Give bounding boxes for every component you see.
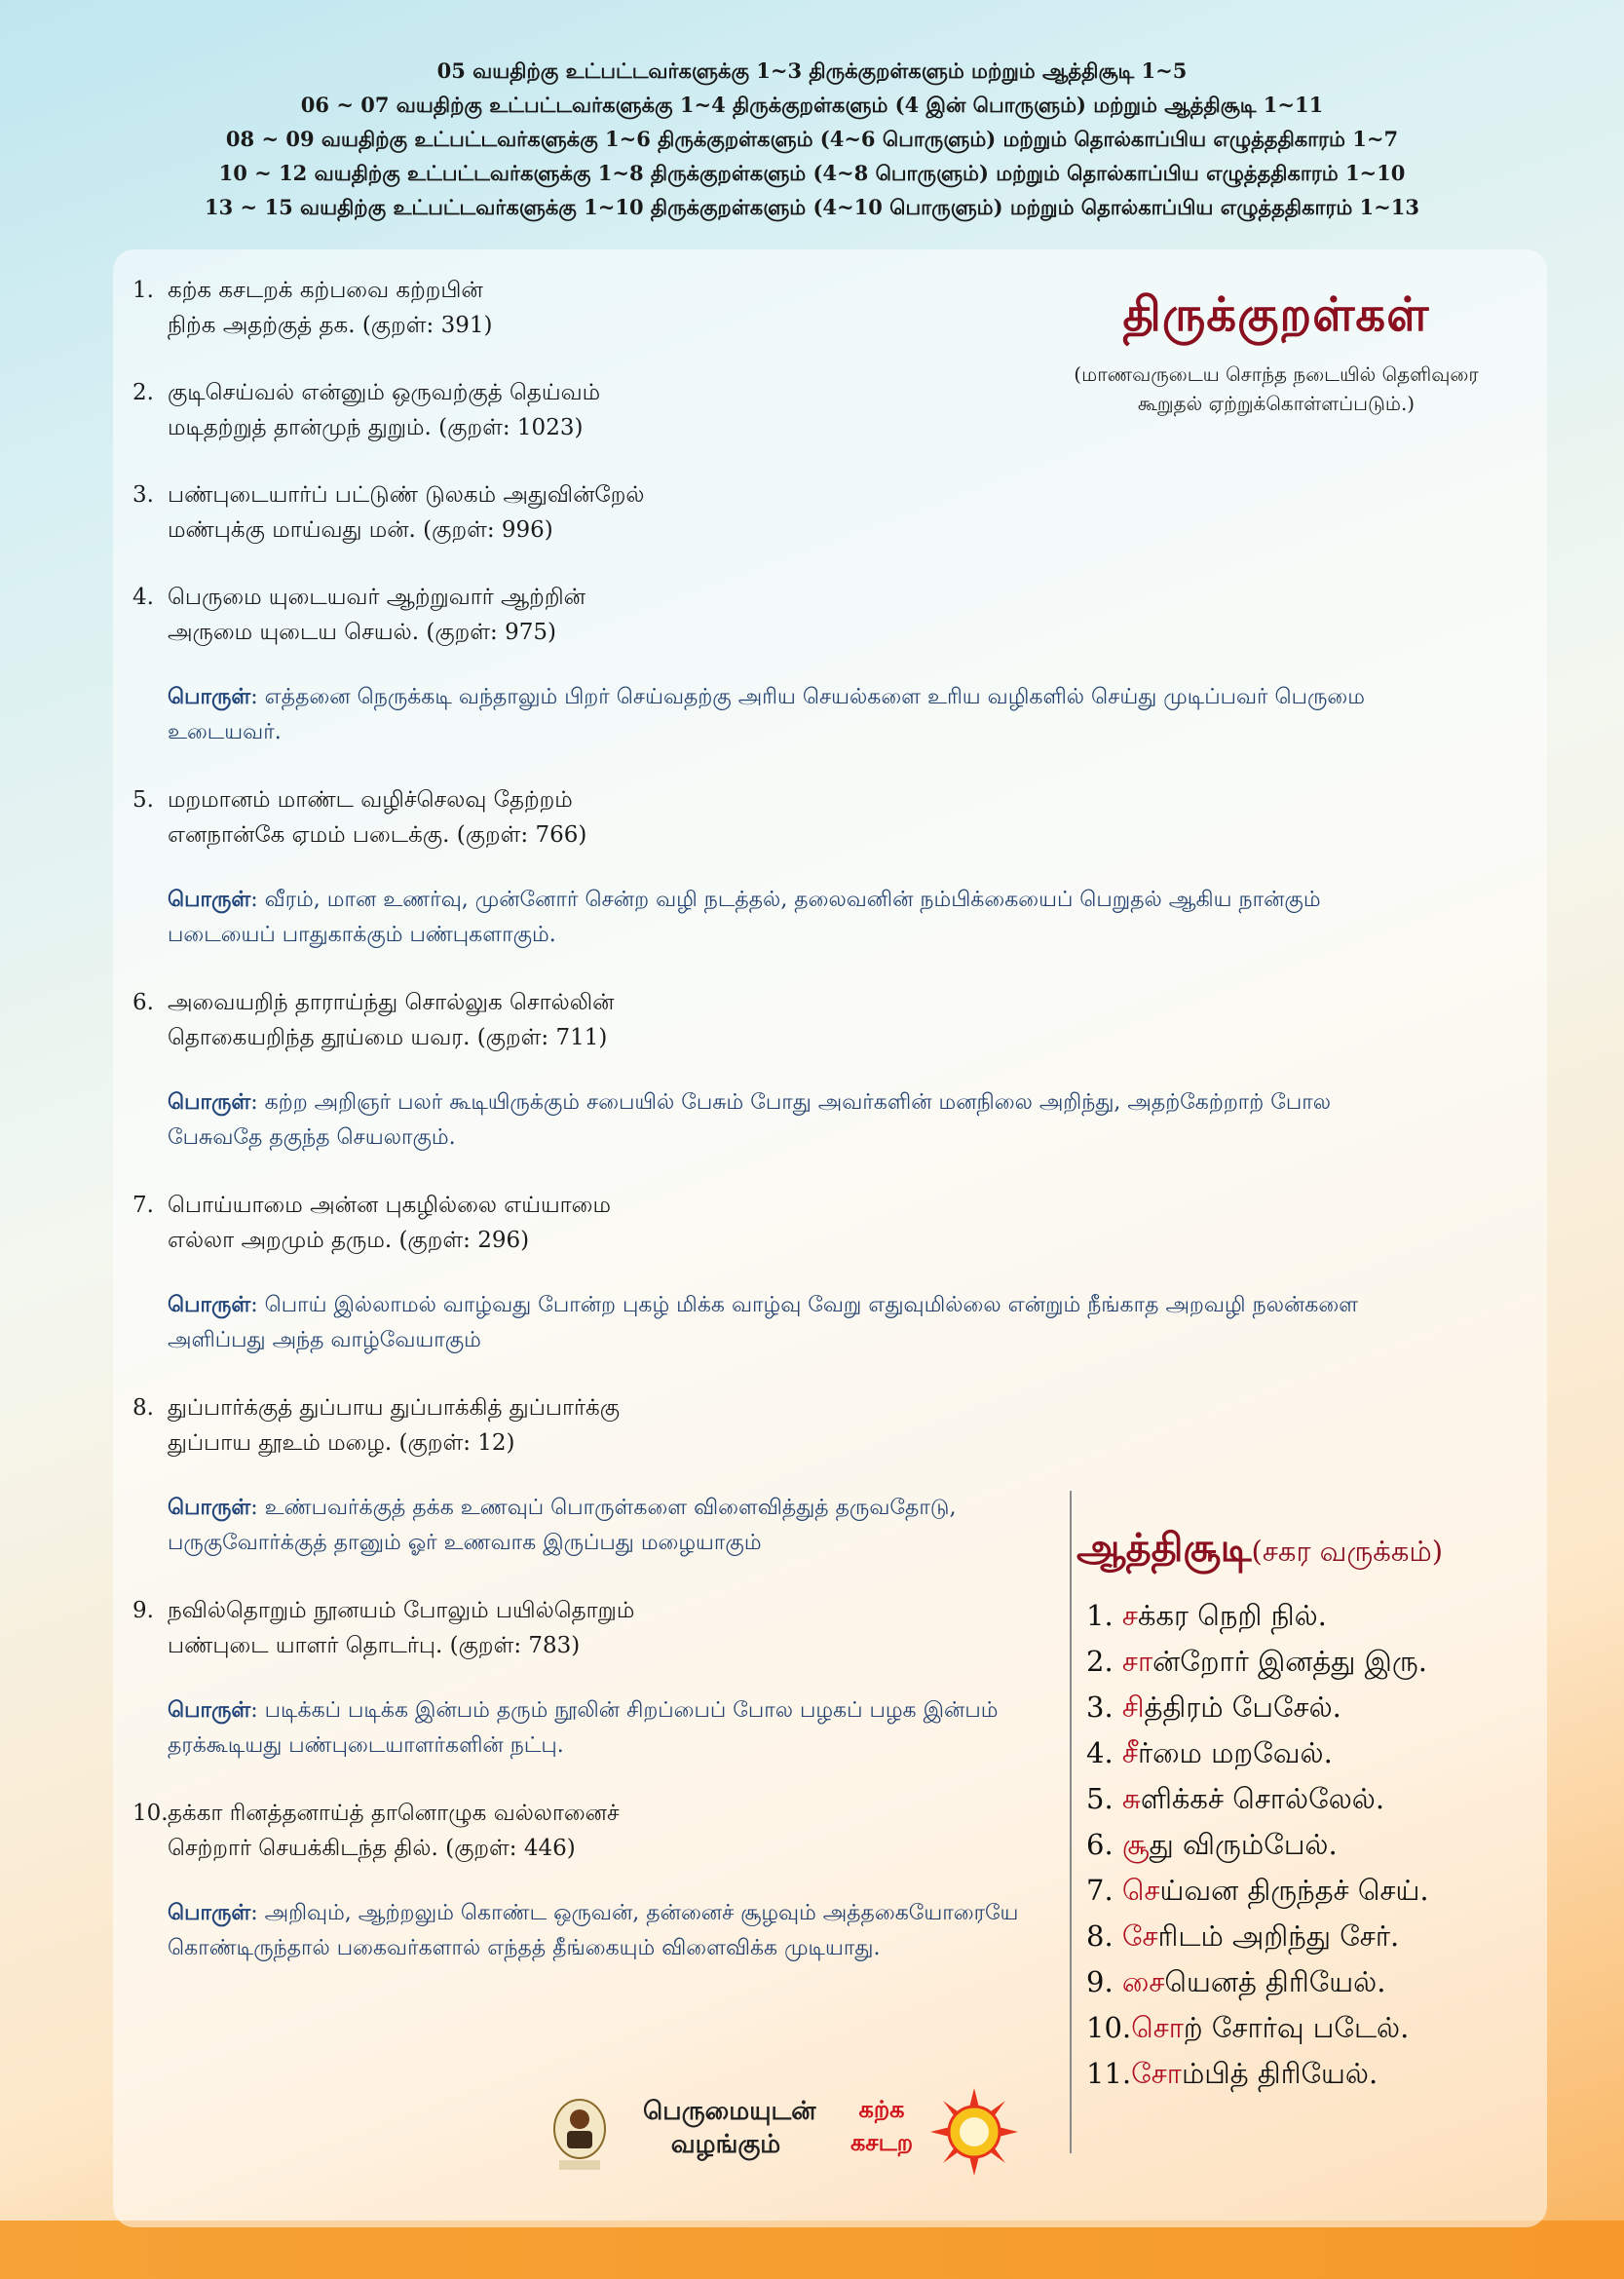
aathichoodi-item (1086, 1822, 1544, 1868)
presented-line-1: பெருமையுடன் (643, 2097, 816, 2126)
item-accent: சை (1121, 1965, 1165, 1998)
porul-block: பொருள்: கற்ற அறிஞர் பலர் கூடியிருக்கும் சபையில் பேசும் போது அவர்களின் மனநிலை அறிந்து, அதற்கேற்றாற் போல பேசுவதே தகுந்த செயலாகும். (168, 1089, 1332, 1150)
header-line: 08 ~ 09 வயதிற்கு உட்பட்டவர்களுக்கு 1~6 திருக்குறள்களும் (4~6 பொருளும்) மற்றும் தொல்காப்பிய எழுத்ததிகாரம் 1~7 (225, 127, 1399, 151)
porul-block: பொருள்: எத்தனை நெருக்கடி வந்தாலும் பிறர் செய்வதற்கு அரிய செயல்களை உரிய வழிகளில் செய்து முடிப்பவர் பெருமை உடையவர். (168, 684, 1365, 744)
porul-text: உண்பவர்க்குத் தக்க உணவுப் பொருள்களை விளைவித்துத் தருவதோடு, பருகுவோர்க்குத் தானும் ஓர் உணவாக இருப்பது மழையாகும் (168, 1496, 957, 1555)
item-accent: சே (1121, 1919, 1158, 1953)
presented-line-2: வழங்கும் (670, 2130, 781, 2159)
item-text: து விரும்பேல். (1149, 1828, 1338, 1861)
aathichoodi-item (1086, 1776, 1544, 1822)
aathichoodi-item (1086, 1639, 1544, 1685)
porul-label: பொருள் (168, 684, 251, 709)
kural-number: 2. (132, 380, 154, 405)
header-line: 10 ~ 12 வயதிற்கு உட்பட்டவர்களுக்கு 1~8 திருக்குறள்களும் (4~8 பொருளும்) மற்றும் தொல்காப்பிய எழுத்ததிகாரம் 1~10 (218, 161, 1406, 185)
kural-line-1: அவையறிந் தாராய்ந்து சொல்லுக சொல்லின் (168, 990, 615, 1015)
item-text: ன்றோர் இனத்து இரு. (1152, 1645, 1427, 1678)
porul-block: பொருள்: அறிவும், ஆற்றலும் கொண்ட ஒருவன், தன்னைச் சூழவும் அத்தகையோரையே கொண்டிருந்தால் பகைவர்களால் எந்தத் தீங்கையும் விளைவிக்க முடியாது. (168, 1900, 1019, 1960)
bottom-color-band (0, 2221, 1624, 2279)
kural-line-2: துப்பாய தூஉம் மழை. (குறள்: 12) (168, 1430, 515, 1456)
item-text: ளிக்கச் சொல்லேல். (1140, 1782, 1385, 1815)
item-number: 11. (1086, 2057, 1132, 2090)
porul-label: பொருள் (168, 1900, 251, 1925)
item-text: ரிடம் அறிந்து சேர். (1157, 1919, 1400, 1953)
item-accent: சா (1121, 1645, 1153, 1678)
kural-line-1: துப்பார்க்குத் துப்பாய துப்பாக்கித் துப்பார்க்கு (168, 1395, 621, 1421)
kural-item (132, 1188, 1428, 1358)
aathichoodi-item (1086, 1593, 1544, 1639)
kural-line-2: பண்புடை யாளர் தொடர்பு. (குறள்: 783) (168, 1633, 581, 1658)
section-divider (1070, 1491, 1072, 2153)
item-text: யெனத் திரியேல். (1164, 1965, 1386, 1998)
footer-logos (546, 2085, 1033, 2183)
header-line: 06 ~ 07 வயதிற்கு உட்பட்டவர்களுக்கு 1~4 திருக்குறள்களும் (4 இன் பொருளும்) மற்றும் ஆத்திசூடி 1~11 (300, 93, 1324, 117)
item-number: 9. (1086, 1965, 1114, 1998)
item-number: 4. (1086, 1736, 1114, 1769)
item-number: 1. (1086, 1599, 1114, 1632)
aathichoodi-item (1086, 2051, 1544, 2097)
porul-text: பொய் இல்லாமல் வாழ்வது போன்ற புகழ் மிக்க வாழ்வு வேறு எதுவுமில்லை என்றும் நீங்காத அறவழி நலன்களை அளிப்பது அந்த வாழ்வேயாகும் (168, 1293, 1359, 1352)
kural-line-2: நிற்க அதற்குத் தக. (குறள்: 391) (168, 313, 493, 338)
brand-line-2: கசடற (850, 2129, 914, 2156)
kural-number: 5. (132, 787, 154, 813)
kural-number: 4. (132, 585, 154, 610)
aathichoodi-section (1076, 1525, 1544, 2097)
porul-block: பொருள்: உண்பவர்க்குத் தக்க உணவுப் பொருள்களை விளைவித்துத் தருவதோடு, பருகுவோர்க்குத் தானும் ஓர் உணவாக இருப்பது மழையாகும் (168, 1495, 957, 1555)
kural-line-2: மடிதற்றுத் தான்முந் துறும். (குறள்: 1023) (168, 415, 584, 440)
aathichoodi-item (1086, 2005, 1544, 2051)
kural-number: 3. (132, 482, 154, 508)
porul-label: பொருள் (168, 1089, 251, 1115)
aathichoodi-heading (1076, 1525, 1544, 1576)
kural-line-2: எனநான்கே ஏமம் படைக்கு. (குறள்: 766) (168, 822, 587, 848)
aathichoodi-subtitle: (சகர வருக்கம்) (1251, 1535, 1444, 1568)
kural-line-1: பெருமை யுடையவர் ஆற்றுவார் ஆற்றின் (168, 585, 585, 610)
kural-title: திருக்குறள்கள் (1122, 287, 1430, 342)
aathichoodi-item (1086, 1730, 1544, 1776)
item-number: 5. (1086, 1782, 1114, 1815)
item-accent: செ (1121, 1874, 1160, 1907)
kural-line-1: குடிசெய்வல் என்னும் ஒருவற்குத் தெய்வம் (168, 380, 601, 405)
porul-text: அறிவும், ஆற்றலும் கொண்ட ஒருவன், தன்னைச் சூழவும் அத்தகையோரையே கொண்டிருந்தால் பகைவர்களால் எந்தத் தீங்கையும் விளைவிக்க முடியாது. (168, 1901, 1019, 1960)
brand-line-1: கற்க (858, 2096, 905, 2123)
aathichoodi-item (1086, 1685, 1544, 1730)
porul-block: பொருள்: வீரம், மான உணர்வு, முன்னோர் சென்ற வழி நடத்தல், தலைவனின் நம்பிக்கையைப் பெறுதல் ஆகிய நான்கும் படையைப் பாதுகாக்கும் பண்புகளாகும். (168, 887, 1321, 947)
kural-number: 9. (132, 1598, 154, 1623)
item-number: 10. (1086, 2011, 1132, 2044)
kural-line-1: மறமானம் மாண்ட வழிச்செலவு தேற்றம் (168, 787, 573, 813)
kural-note-line: கூறுதல் ஏற்றுக்கொள்ளப்படும்.) (1137, 392, 1416, 415)
kural-number: 7. (132, 1193, 154, 1218)
item-text: ய்வன திருந்தச் செய். (1159, 1874, 1429, 1907)
kural-line-1: தக்கா ரினத்தனாய்த் தானொழுக வல்லானைச் (168, 1801, 620, 1826)
presented-by-text (643, 2095, 816, 2161)
kural-number: 1. (132, 278, 154, 303)
brand-logo-text (838, 2093, 925, 2159)
item-accent: சி (1121, 1690, 1145, 1724)
item-number: 7. (1086, 1874, 1114, 1907)
porul-text: கற்ற அறிஞர் பலர் கூடியிருக்கும் சபையில் பேசும் போது அவர்களின் மனநிலை அறிந்து, அதற்கேற்றாற் போல பேசுவதே தகுந்த செயலாகும். (168, 1090, 1332, 1150)
item-accent: சோ (1131, 2057, 1182, 2090)
kural-item (132, 985, 1428, 1156)
aathichoodi-item (1086, 1868, 1544, 1914)
item-accent: சொ (1131, 2011, 1184, 2044)
aathichoodi-item (1086, 1914, 1544, 1959)
item-accent: சூ (1121, 1828, 1150, 1861)
kural-item (132, 782, 1428, 953)
kural-line-2: எல்லா அறமும் தரும. (குறள்: 296) (168, 1228, 530, 1253)
item-text: த்திரம் பேசேல். (1144, 1690, 1341, 1724)
header-line: 05 வயதிற்கு உட்பட்டவர்களுக்கு 1~3 திருக்குறள்களும் மற்றும் ஆத்திசூடி 1~5 (436, 58, 1188, 83)
item-text: ம்பித் திரியேல். (1181, 2057, 1379, 2090)
header-line: 13 ~ 15 வயதிற்கு உட்பட்டவர்களுக்கு 1~10 திருக்குறள்களும் (4~10 பொருளும்) மற்றும் தொல்காப்பிய எழுத்ததிகாரம் 1~13 (205, 195, 1419, 219)
aathichoodi-title: ஆத்திசூடி (1076, 1525, 1252, 1571)
porul-block: பொருள்: பொய் இல்லாமல் வாழ்வது போன்ற புகழ் மிக்க வாழ்வு வேறு எதுவுமில்லை என்றும் நீங்காத அறவழி நலன்களை அளிப்பது அந்த வாழ்வேயாகும் (168, 1292, 1359, 1352)
porul-label: பொருள் (168, 887, 251, 912)
kural-line-1: பொய்யாமை அன்ன புகழில்லை எய்யாமை (168, 1193, 611, 1218)
aathichoodi-list (1086, 1593, 1544, 2097)
kural-number: 8. (132, 1395, 154, 1421)
kural-item (132, 1593, 1068, 1764)
kural-line-2: அருமை யுடைய செயல். (குறள்: 975) (168, 620, 556, 645)
porul-block: பொருள்: படிக்கப் படிக்க இன்பம் தரும் நூலின் சிறப்பைப் போல பழகப் பழக இன்பம் தரக்கூடியது பண்புடையாளர்களின் நட்பு. (168, 1697, 999, 1758)
age-group-header (0, 54, 1624, 224)
porul-text: எத்தனை நெருக்கடி வந்தாலும் பிறர் செய்வதற்கு அரிய செயல்களை உரிய வழிகளில் செய்து முடிப்பவர் பெருமை உடையவர். (168, 685, 1365, 744)
kural-note-line: (மாணவருடைய சொந்த நடையில் தெளிவுரை (1074, 362, 1479, 386)
kural-item (132, 1796, 1068, 1966)
item-text: ற் சோர்வு படேல். (1183, 2011, 1410, 2044)
porul-label: பொருள் (168, 1697, 251, 1723)
item-number: 6. (1086, 1828, 1114, 1861)
kural-item (132, 375, 1428, 445)
kural-line-1: நவில்தொறும் நூனயம் போலும் பயில்தொறும் (168, 1598, 635, 1623)
kural-item (132, 580, 1428, 750)
kural-number: 6. (132, 990, 154, 1015)
aathichoodi-item (1086, 1959, 1544, 2005)
porul-text: வீரம், மான உணர்வு, முன்னோர் சென்ற வழி நடத்தல், தலைவனின் நம்பிக்கையைப் பெறுதல் ஆகிய நான்கும் படையைப் பாதுகாக்கும் பண்புகளாகும். (168, 888, 1321, 947)
porul-text: படிக்கப் படிக்க இன்பம் தரும் நூலின் சிறப்பைப் போல பழகப் பழக இன்பம் தரக்கூடியது பண்புடையாளர்களின் நட்பு. (168, 1698, 999, 1758)
item-text: க்கர நெறி நில். (1137, 1599, 1327, 1632)
sun-emblem-icon (930, 2088, 1018, 2176)
item-number: 8. (1086, 1919, 1114, 1953)
item-number: 2. (1086, 1645, 1114, 1678)
kural-item (132, 273, 1428, 343)
item-accent: சீ (1121, 1736, 1138, 1769)
kural-line-2: மண்புக்கு மாய்வது மன். (குறள்: 996) (168, 517, 553, 543)
item-accent: சு (1121, 1782, 1141, 1815)
kural-line-2: செற்றார் செயக்கிடந்த தில். (குறள்: 446) (168, 1836, 576, 1861)
kural-line-2: தொகையறிந்த தூய்மை யவர. (குறள்: 711) (168, 1025, 608, 1050)
item-number: 3. (1086, 1690, 1114, 1724)
kural-item (132, 477, 1428, 548)
kural-line-1: கற்க கசடறக் கற்பவை கற்றபின் (168, 278, 483, 303)
kural-line-1: பண்புடையார்ப் பட்டுண் டுலகம் அதுவின்றேல் (168, 482, 645, 508)
item-text: ர்மை மறவேல். (1137, 1736, 1333, 1769)
institution-seal-icon (546, 2090, 614, 2174)
kural-number: 10. (132, 1801, 169, 1826)
kural-item (132, 1390, 1068, 1561)
porul-label: பொருள் (168, 1495, 251, 1520)
porul-label: பொருள் (168, 1292, 251, 1317)
item-accent: ச (1121, 1599, 1138, 1632)
